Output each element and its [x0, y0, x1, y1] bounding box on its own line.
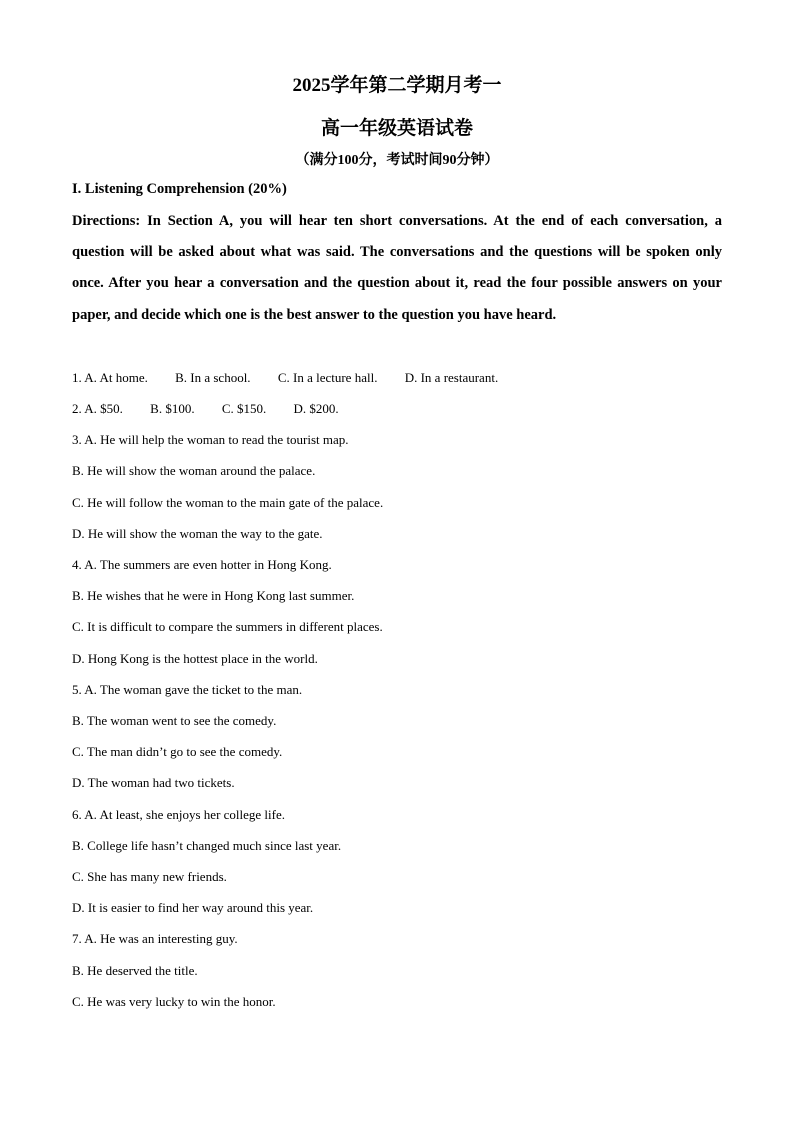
question-2-option-b: B. $100. [150, 401, 195, 416]
question-6-option-a: 6. A. At least, she enjoys her college life. [72, 807, 286, 822]
question-3-option-c: C. He will follow the woman to the main gate of the palace. [72, 495, 384, 510]
question-4-option-d: D. Hong Kong is the hottest place in the world. [72, 651, 318, 666]
question-6-option-b: B. College life hasn’t changed much since last year. [72, 838, 342, 853]
question-6-option-c: C. She has many new friends. [72, 869, 227, 884]
question-2-options [72, 400, 339, 418]
question-7-option-b: B. He deserved the title. [72, 963, 198, 978]
question-4-option-b: B. He wishes that he were in Hong Kong last summer. [72, 588, 355, 603]
question-5-option-a: 5. A. The woman gave the ticket to the man. [72, 682, 303, 697]
question-2-option-c: C. $150. [221, 401, 267, 416]
question-2-option-d: D. $200. [293, 401, 339, 416]
question-6-option-d: D. It is easier to find her way around this year. [72, 900, 314, 915]
question-3-option-d: D. He will show the woman the way to the gate. [72, 526, 323, 541]
exam-title: 2025学年第二学期月考一 [292, 75, 502, 96]
question-5-option-d: D. The woman had two tickets. [72, 775, 235, 790]
question-2-option-a: 2. A. $50. [72, 401, 123, 416]
question-1-option-a: 1. A. At home. [72, 370, 148, 385]
question-1-options [72, 369, 498, 387]
question-5-option-c: C. The man didn’t go to see the comedy. [72, 744, 283, 759]
question-3-option-b: B. He will show the woman around the palace. [72, 463, 316, 478]
exam-info: （满分100分，考试时间90分钟） [295, 153, 499, 168]
question-1-option-c: C. In a lecture hall. [277, 370, 378, 385]
question-5-option-b: B. The woman went to see the comedy. [72, 713, 277, 728]
question-1-option-b: B. In a school. [175, 370, 251, 385]
exam-subtitle: 高一年级英语试卷 [320, 118, 473, 139]
question-1-option-d: D. In a restaurant. [404, 370, 499, 385]
section-directions: Directions: In Section A, you will hear ten short conversations. At the end of each conversation, a question will be asked about what was said. The conversations and the questions will be spoken only once. After you hear a conversation and the question about it, read the four possible answers on your paper, and decide which one is the best answer to the question you have heard. [72, 213, 722, 323]
section-heading: I. Listening Comprehension (20%) [72, 181, 287, 197]
question-7-option-a: 7. A. He was an interesting guy. [72, 931, 238, 946]
question-4-option-c: C. It is difficult to compare the summers in different places. [72, 619, 383, 634]
question-4-option-a: 4. A. The summers are even hotter in Hong Kong. [72, 557, 332, 572]
question-7-option-c: C. He was very lucky to win the honor. [72, 994, 276, 1009]
question-3-option-a: 3. A. He will help the woman to read the tourist map. [72, 432, 349, 447]
